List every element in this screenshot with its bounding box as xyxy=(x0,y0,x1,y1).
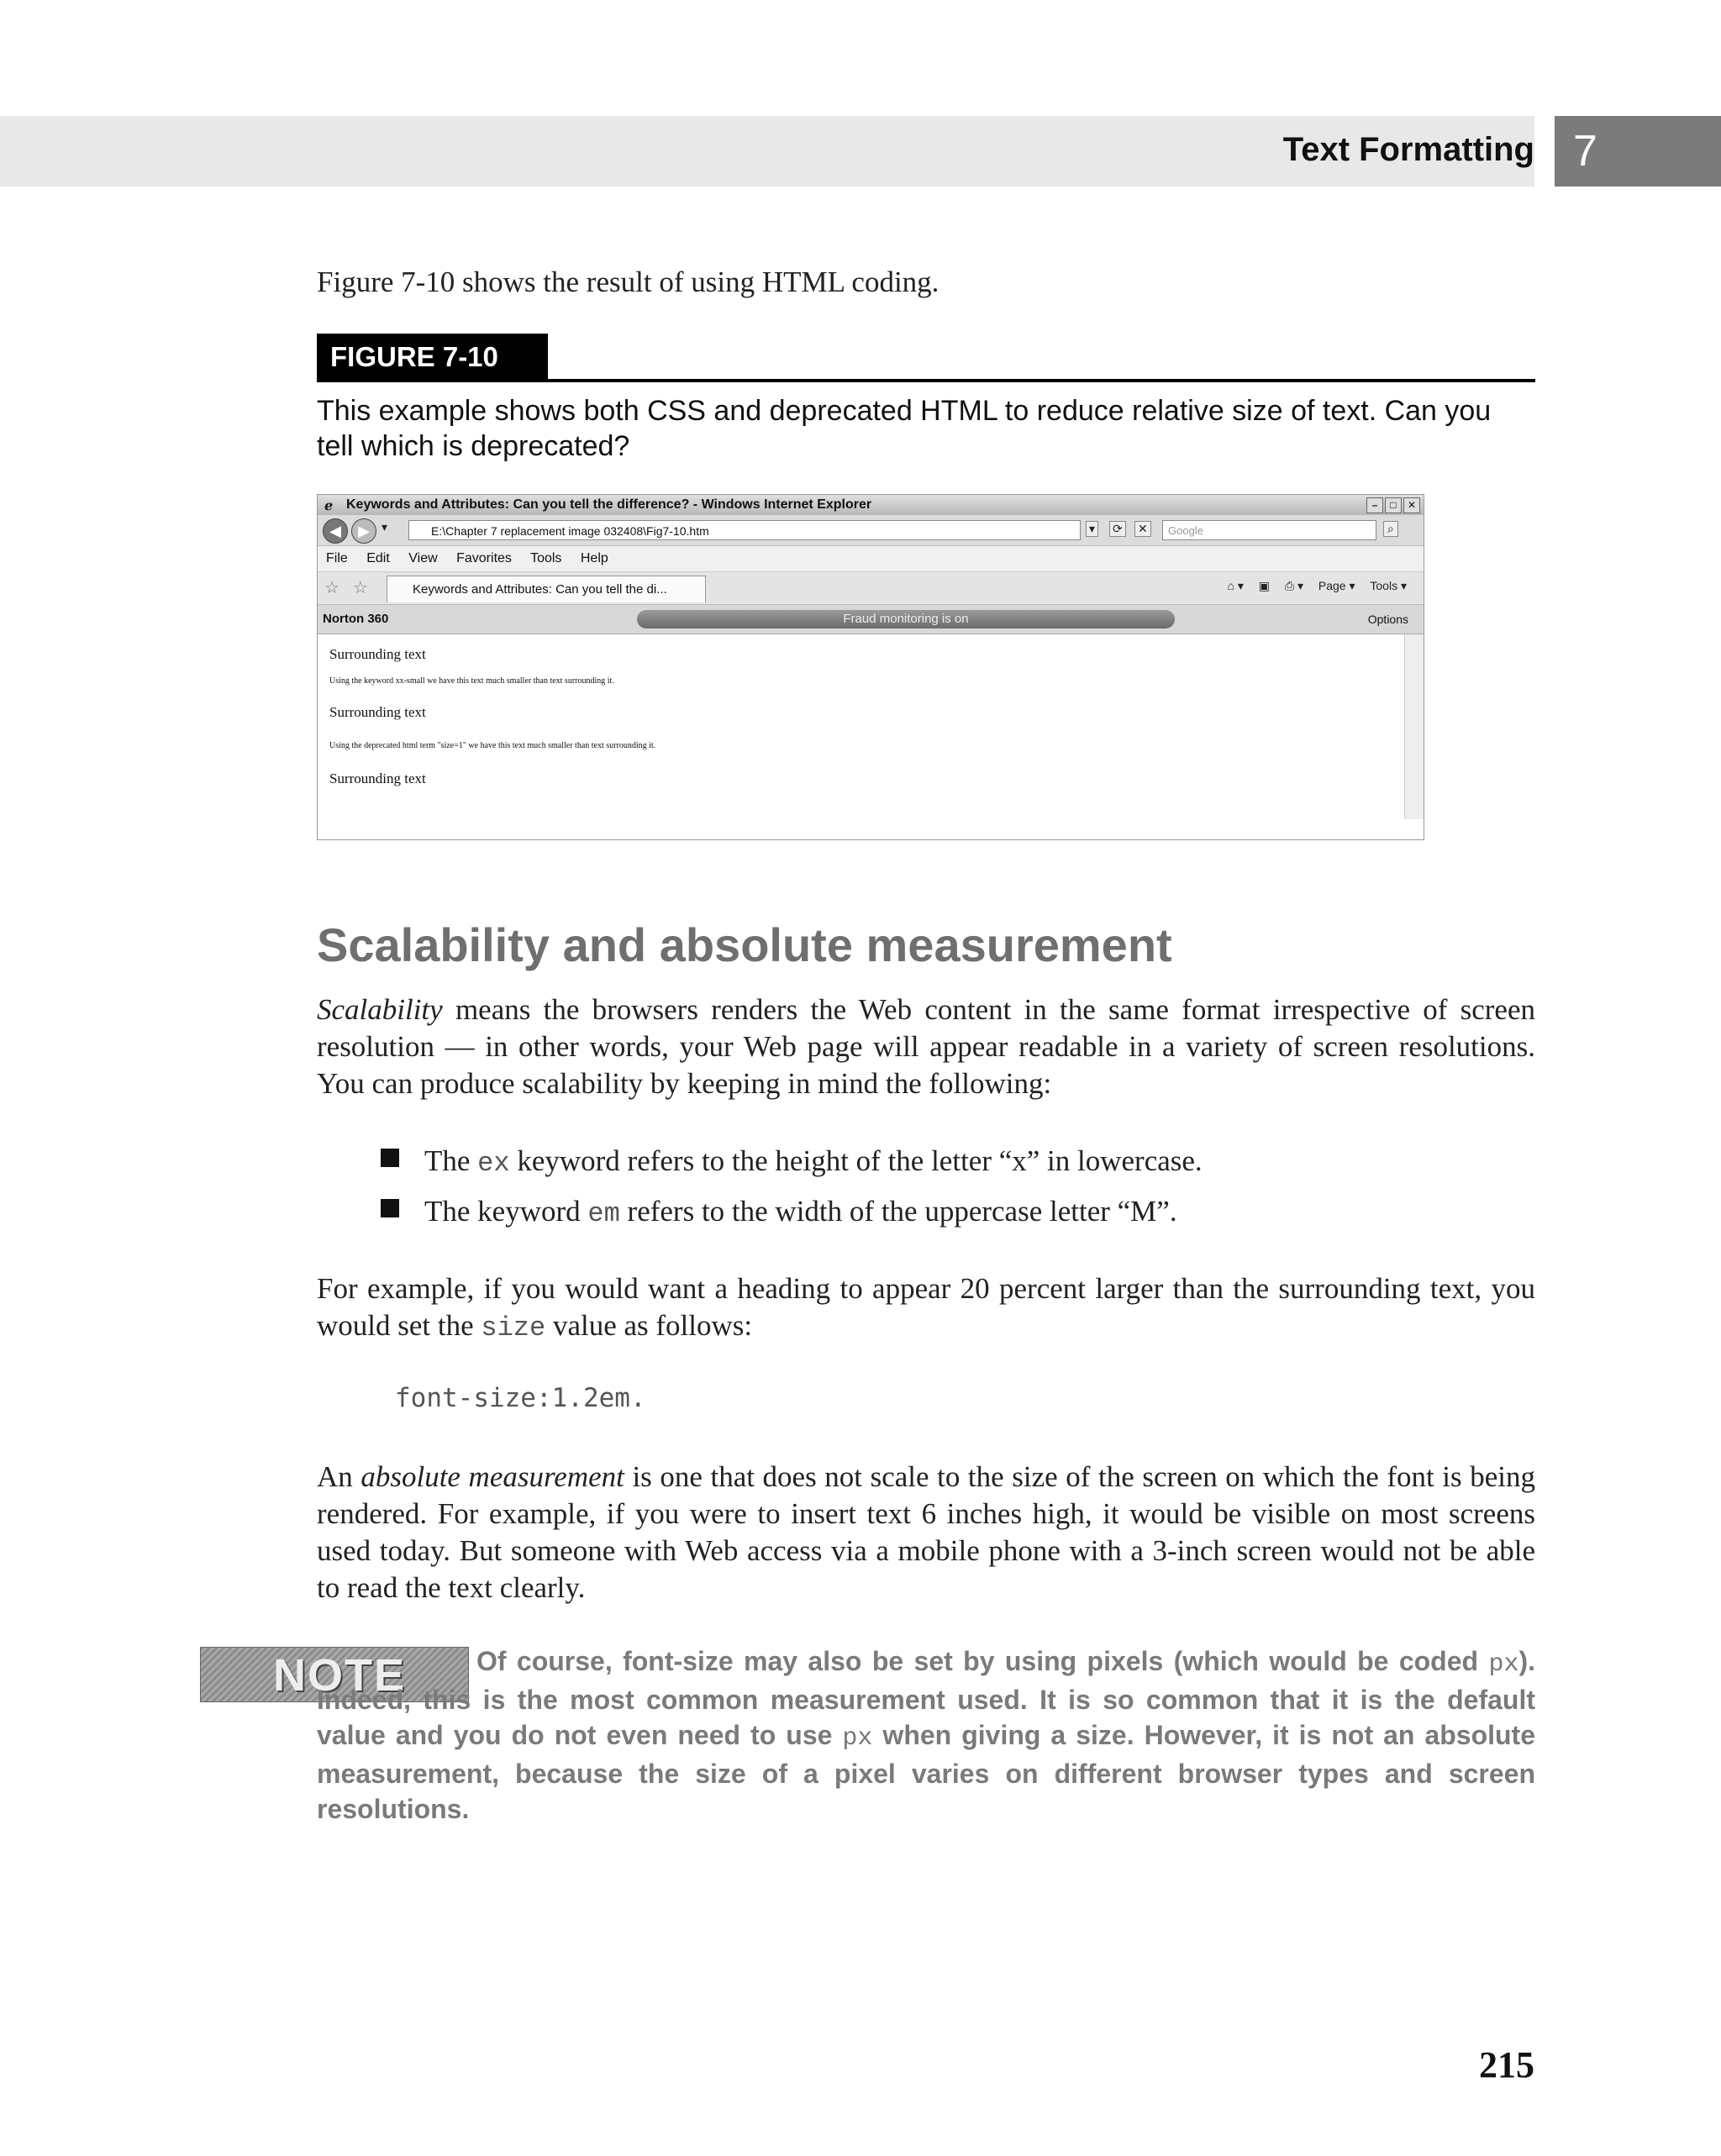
surrounding-text-1: Surrounding text xyxy=(329,646,426,662)
window-title: Keywords and Attributes: Can you tell the difference? - Windows Internet Explorer xyxy=(346,497,872,512)
absolute-paragraph xyxy=(317,1459,1535,1606)
norton-label: Norton 360 xyxy=(323,612,389,626)
tools-menu[interactable]: Tools ▾ xyxy=(1370,579,1407,592)
norton-toolbar xyxy=(318,605,1424,634)
example-code: size xyxy=(481,1312,546,1344)
favorites-star-icon[interactable]: ☆ xyxy=(324,579,339,597)
note-text xyxy=(317,1643,1535,1827)
figure-caption: This example shows both CSS and deprecated HTML to reduce relative size of text. Can you tell which is deprecated? xyxy=(317,395,1492,462)
add-favorites-icon[interactable]: ☆ xyxy=(353,579,368,597)
scalability-text: means the browsers renders the Web content in the same format irrespective of screen resolution — in other words, your Web page will appear readable in a variety of screen resolutions. You can produce scalability by keeping in mind the following: xyxy=(317,993,1535,1100)
absolute-post: is one that does not scale to the size of the screen on which the font is being rendered. For example, if you were to insert text 6 inches high, it would be visible on most screens used today. But someone with Web access via a mobile phone with a 3-inch screen would not be able to read the text clearly. xyxy=(317,1460,1535,1604)
refresh-icon[interactable]: ⟳ xyxy=(1109,521,1126,537)
search-icon[interactable]: ⌕ xyxy=(1383,521,1398,537)
scalability-paragraph xyxy=(317,991,1535,1102)
tab-title: Keywords and Attributes: Can you tell the di... xyxy=(413,582,667,597)
bullet-ex-pre: The xyxy=(424,1144,478,1177)
section-heading: Scalability and absolute measurement xyxy=(317,918,1172,971)
address-dropdown-icon[interactable]: ▾ xyxy=(1086,521,1098,537)
address-text: E:\Chapter 7 replacement image 032408\Fig7-10.htm xyxy=(431,524,709,538)
menu-help[interactable]: Help xyxy=(580,551,608,565)
bullet-square-icon xyxy=(381,1199,399,1217)
menu-tools[interactable]: Tools xyxy=(530,551,562,565)
tools-menu-label: Tools xyxy=(1370,579,1398,592)
css-small-text: Using the keyword xx-small we have this text much smaller than text surrounding it. xyxy=(329,676,614,686)
bullet-em-pre: The keyword xyxy=(424,1195,588,1228)
recent-pages-icon[interactable]: ▾ xyxy=(382,520,388,534)
bullet-em xyxy=(381,1193,1177,1233)
close-icon[interactable]: ✕ xyxy=(1403,497,1420,513)
page-menu[interactable]: Page ▾ xyxy=(1318,579,1355,592)
command-bar xyxy=(1215,579,1407,593)
bullet-ex-code: ex xyxy=(477,1148,510,1179)
menu-edit[interactable]: Edit xyxy=(366,551,390,565)
bullet-square-icon xyxy=(381,1149,399,1167)
bullet-em-post: refers to the width of the uppercase letter “M”. xyxy=(619,1195,1177,1228)
browser-content xyxy=(318,634,1424,787)
browser-tab[interactable] xyxy=(387,576,706,602)
stop-icon[interactable]: ✕ xyxy=(1134,521,1151,537)
figure-rule xyxy=(317,379,1535,382)
menu-file[interactable]: File xyxy=(326,551,348,565)
note-text-c: when giving a size. However, it is not an absolute measurement, because the size of a pixel varies on different browser types and screen resolutions. xyxy=(317,1720,1536,1824)
bullet-ex-post: keyword refers to the height of the letter “x” in lowercase. xyxy=(509,1144,1203,1177)
scalability-term: Scalability xyxy=(317,993,443,1026)
html-small-text: Using the deprecated html term "size=1" we have this text much smaller than text surrounding it. xyxy=(329,741,656,750)
menu-favorites[interactable]: Favorites xyxy=(456,551,512,565)
menu-view[interactable]: View xyxy=(408,551,438,565)
minimize-icon[interactable]: – xyxy=(1366,497,1383,513)
example-paragraph xyxy=(317,1270,1535,1347)
vertical-scrollbar[interactable] xyxy=(1404,634,1424,819)
feeds-icon[interactable]: ▣ xyxy=(1258,579,1270,592)
page-number: 215 xyxy=(1479,2044,1534,2085)
address-toolbar xyxy=(318,515,1424,546)
home-icon[interactable]: ⌂ ▾ xyxy=(1227,579,1244,592)
maximize-icon[interactable]: □ xyxy=(1385,497,1402,513)
intro-paragraph: Figure 7-10 shows the result of using HTML coding. xyxy=(317,266,939,298)
example-pre: For example, if you would want a heading to appear 20 percent larger than the surrounding text, you would set the xyxy=(317,1272,1535,1342)
norton-status: Fraud monitoring is on xyxy=(843,612,969,626)
note-text-a: Of course, font-size may also be set by using pixels (which would be coded xyxy=(476,1646,1489,1676)
figure-label: FIGURE 7-10 xyxy=(317,334,548,381)
norton-status-bar[interactable] xyxy=(637,610,1175,628)
browser-titlebar xyxy=(318,495,1424,515)
forward-icon[interactable]: ▶ xyxy=(351,518,376,544)
chapter-number-tab: 7 xyxy=(1555,116,1721,187)
running-header-title: Text Formatting xyxy=(1282,131,1534,168)
address-bar[interactable] xyxy=(408,520,1081,540)
code-sample: font-size:1.2em. xyxy=(395,1383,646,1413)
note-badge: NOTE xyxy=(200,1647,469,1702)
surrounding-text-3: Surrounding text xyxy=(329,770,426,786)
note-code-b: px xyxy=(842,1724,873,1753)
ie-logo-icon: ℯ xyxy=(324,499,334,513)
norton-options[interactable]: Options xyxy=(1367,613,1408,626)
menu-bar xyxy=(318,546,1424,572)
example-post: value as follows: xyxy=(545,1309,753,1342)
search-input[interactable]: Google xyxy=(1162,520,1376,540)
absolute-pre: An xyxy=(317,1460,361,1493)
note-code-a: px xyxy=(1488,1650,1519,1679)
page-menu-label: Page xyxy=(1318,579,1346,592)
bullet-ex xyxy=(381,1143,1203,1182)
browser-screenshot xyxy=(317,494,1424,840)
surrounding-text-2: Surrounding text xyxy=(329,704,426,720)
print-icon[interactable]: ⎙ ▾ xyxy=(1284,579,1303,592)
tab-bar xyxy=(318,572,1424,605)
absolute-term: absolute measurement xyxy=(361,1460,624,1493)
bullet-em-code: em xyxy=(587,1198,620,1229)
note-text-b: ). Indeed, this is the most common measurement used. It is so common that it is the default value and you do not even need to use xyxy=(317,1646,1535,1750)
back-icon[interactable]: ◀ xyxy=(323,518,348,544)
